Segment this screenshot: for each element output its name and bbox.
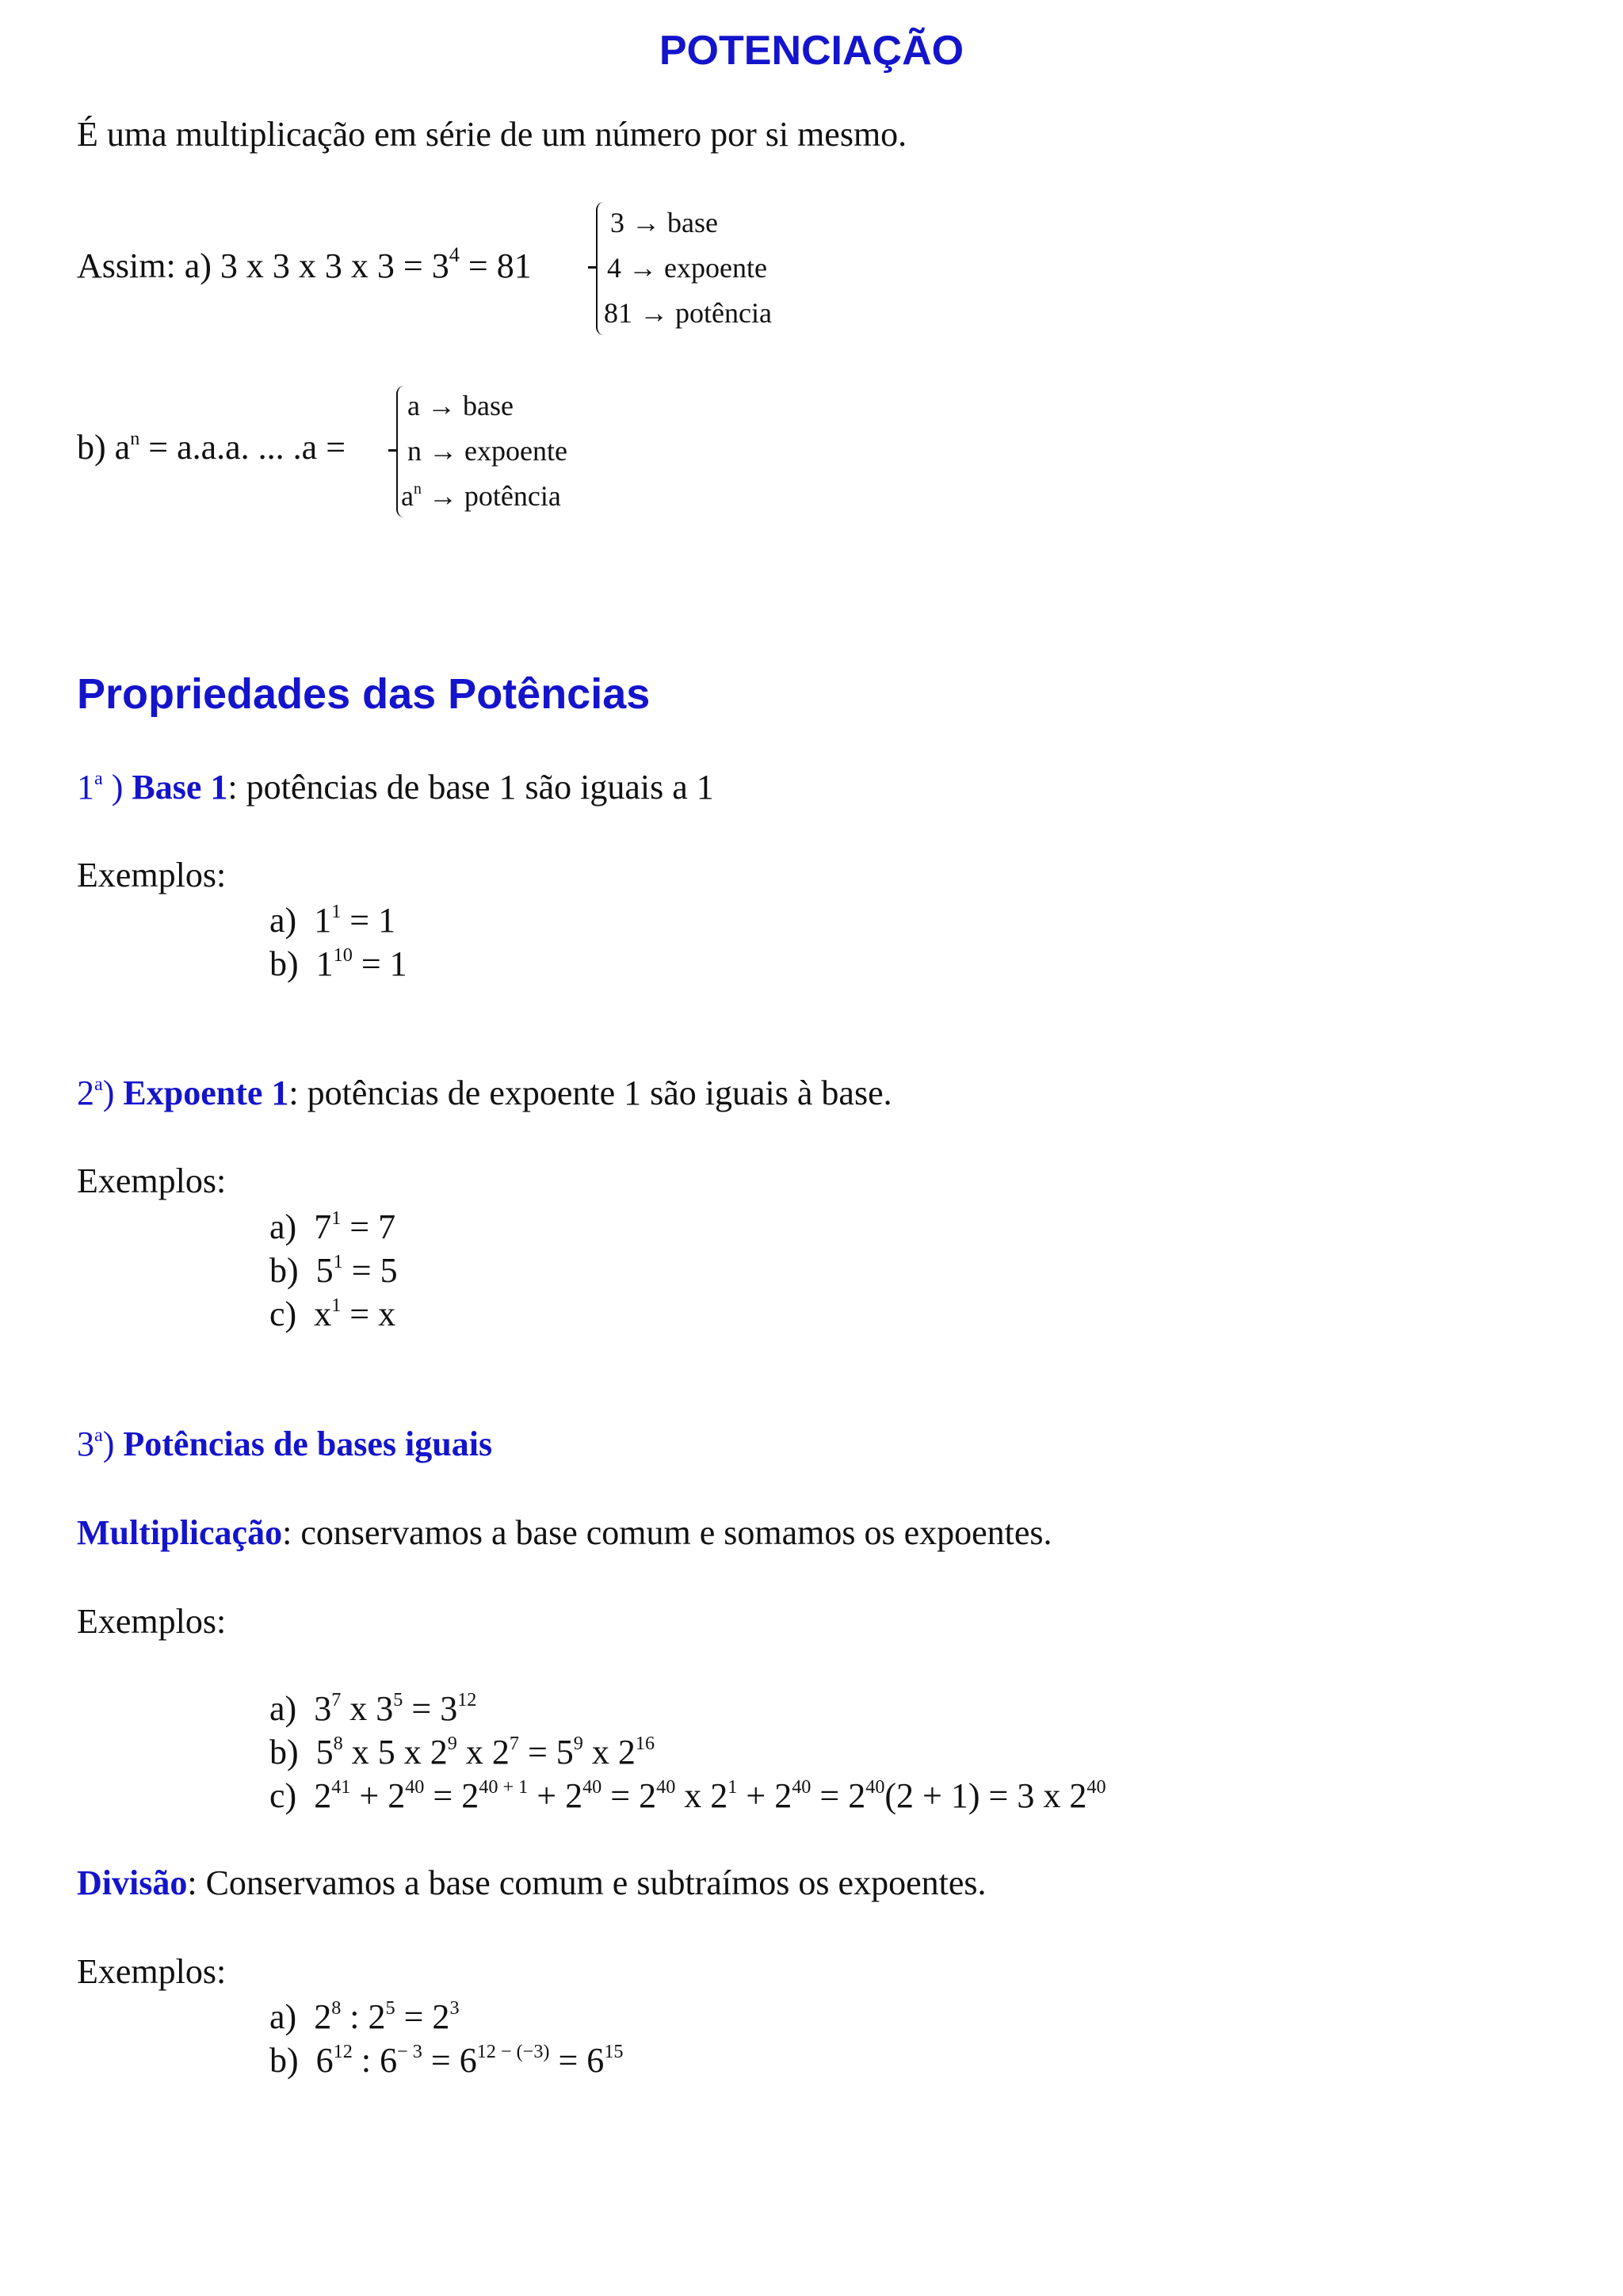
example-b-prefix: b) a [77,428,131,467]
example-a-brace-line-3: 81 → potência [604,297,772,329]
example-b-brace-line-1: a → base [407,390,514,421]
prop1-name: Base 1 [132,768,228,807]
example-a-prefix: Assim: a) 3 x 3 x 3 x 3 = 3 [77,246,449,285]
div-description: : Conservamos a base comum e subtraímos os expoentes. [187,1863,987,1902]
div-example-b: b) $6^{12}$ : $6^{- 3} = 6^{12 - (-3)} = 6^{15}$ [269,2040,624,2080]
example-b-expression [77,427,346,467]
mult-heading [77,1513,1052,1552]
prop1-description: : potências de base 1 são iguais a 1 [227,768,714,807]
prop2-example-a: a) $7^1 = 7$ [269,1207,396,1246]
prop1-heading [77,767,714,807]
example-b-brace-line-3: $a^n$ → potência [401,480,561,512]
prop1-example-a: a) $1^1 = 1$ [269,900,396,940]
div-name: Divisão [77,1863,188,1902]
div-example-a: a) $2^8$ : $2^5 = 2^3$ [269,1997,460,2036]
prop2-number: 2$^a$) [77,1073,115,1112]
prop2-examples-label: Exemplos: [77,1161,227,1200]
example-b-exponent: n [130,427,140,449]
div-heading [77,1863,987,1902]
intro-text: É uma multiplicação em série de um número por si mesmo. [77,115,907,154]
mult-example-b: b) $5^8$ x 5 x $2^9$ x $2^7 = 5^9$ x $2^{16}$ [269,1732,655,1772]
prop2-heading [77,1073,892,1112]
prop2-name: Expoente 1 [123,1074,289,1112]
prop2-description: : potências de expoente 1 são iguais à base. [288,1074,892,1112]
example-b-brace-line-2: n → expoente [407,435,567,467]
example-a-expression [77,242,532,285]
example-a-exponent: 4 [449,242,460,267]
mult-description: : conservamos a base comum e somamos os expoentes. [282,1513,1052,1552]
mult-examples-label: Exemplos: [77,1602,227,1641]
div-examples-label: Exemplos: [77,1952,227,1991]
prop2-example-c: c) $x^1 = x$ [269,1294,396,1333]
prop3-name: Potências de bases iguais [123,1425,493,1463]
example-a-brace-line-2: 4 → expoente [607,252,767,284]
prop1-examples-label: Exemplos: [77,856,227,894]
mult-example-a: a) $3^7$ x $3^5 = 3^{12}$ [269,1688,477,1728]
prop1-example-b: b) $1^{10} = 1$ [269,944,407,983]
example-a-suffix: = 81 [459,246,532,285]
prop1-number: 1$^a$ ) [77,767,124,807]
mult-example-c: c) $2^{41} + 2^{40} = 2^{40 + 1} + 2^{40} = 2^{40}$ x $2^1 + 2^{40} = 2^{40}(2 + 1) = 3$ x $2^{40}$ [269,1775,1106,1815]
mult-name: Multiplicação [77,1513,283,1552]
example-a-brace-line-1: 3 → base [610,207,718,238]
prop2-example-b: b) $5^1 = 5$ [269,1250,398,1290]
example-b-brace-tip [388,449,396,452]
page-title: POTENCIAÇÃO [659,28,964,74]
example-b-suffix: = a.a.a. ... .a = [139,428,346,467]
example-a-brace-tip [588,266,596,269]
section-title: Propriedades das Potências [77,670,651,718]
prop3-heading: 3$^a$) Potências de bases iguais [77,1424,493,1463]
